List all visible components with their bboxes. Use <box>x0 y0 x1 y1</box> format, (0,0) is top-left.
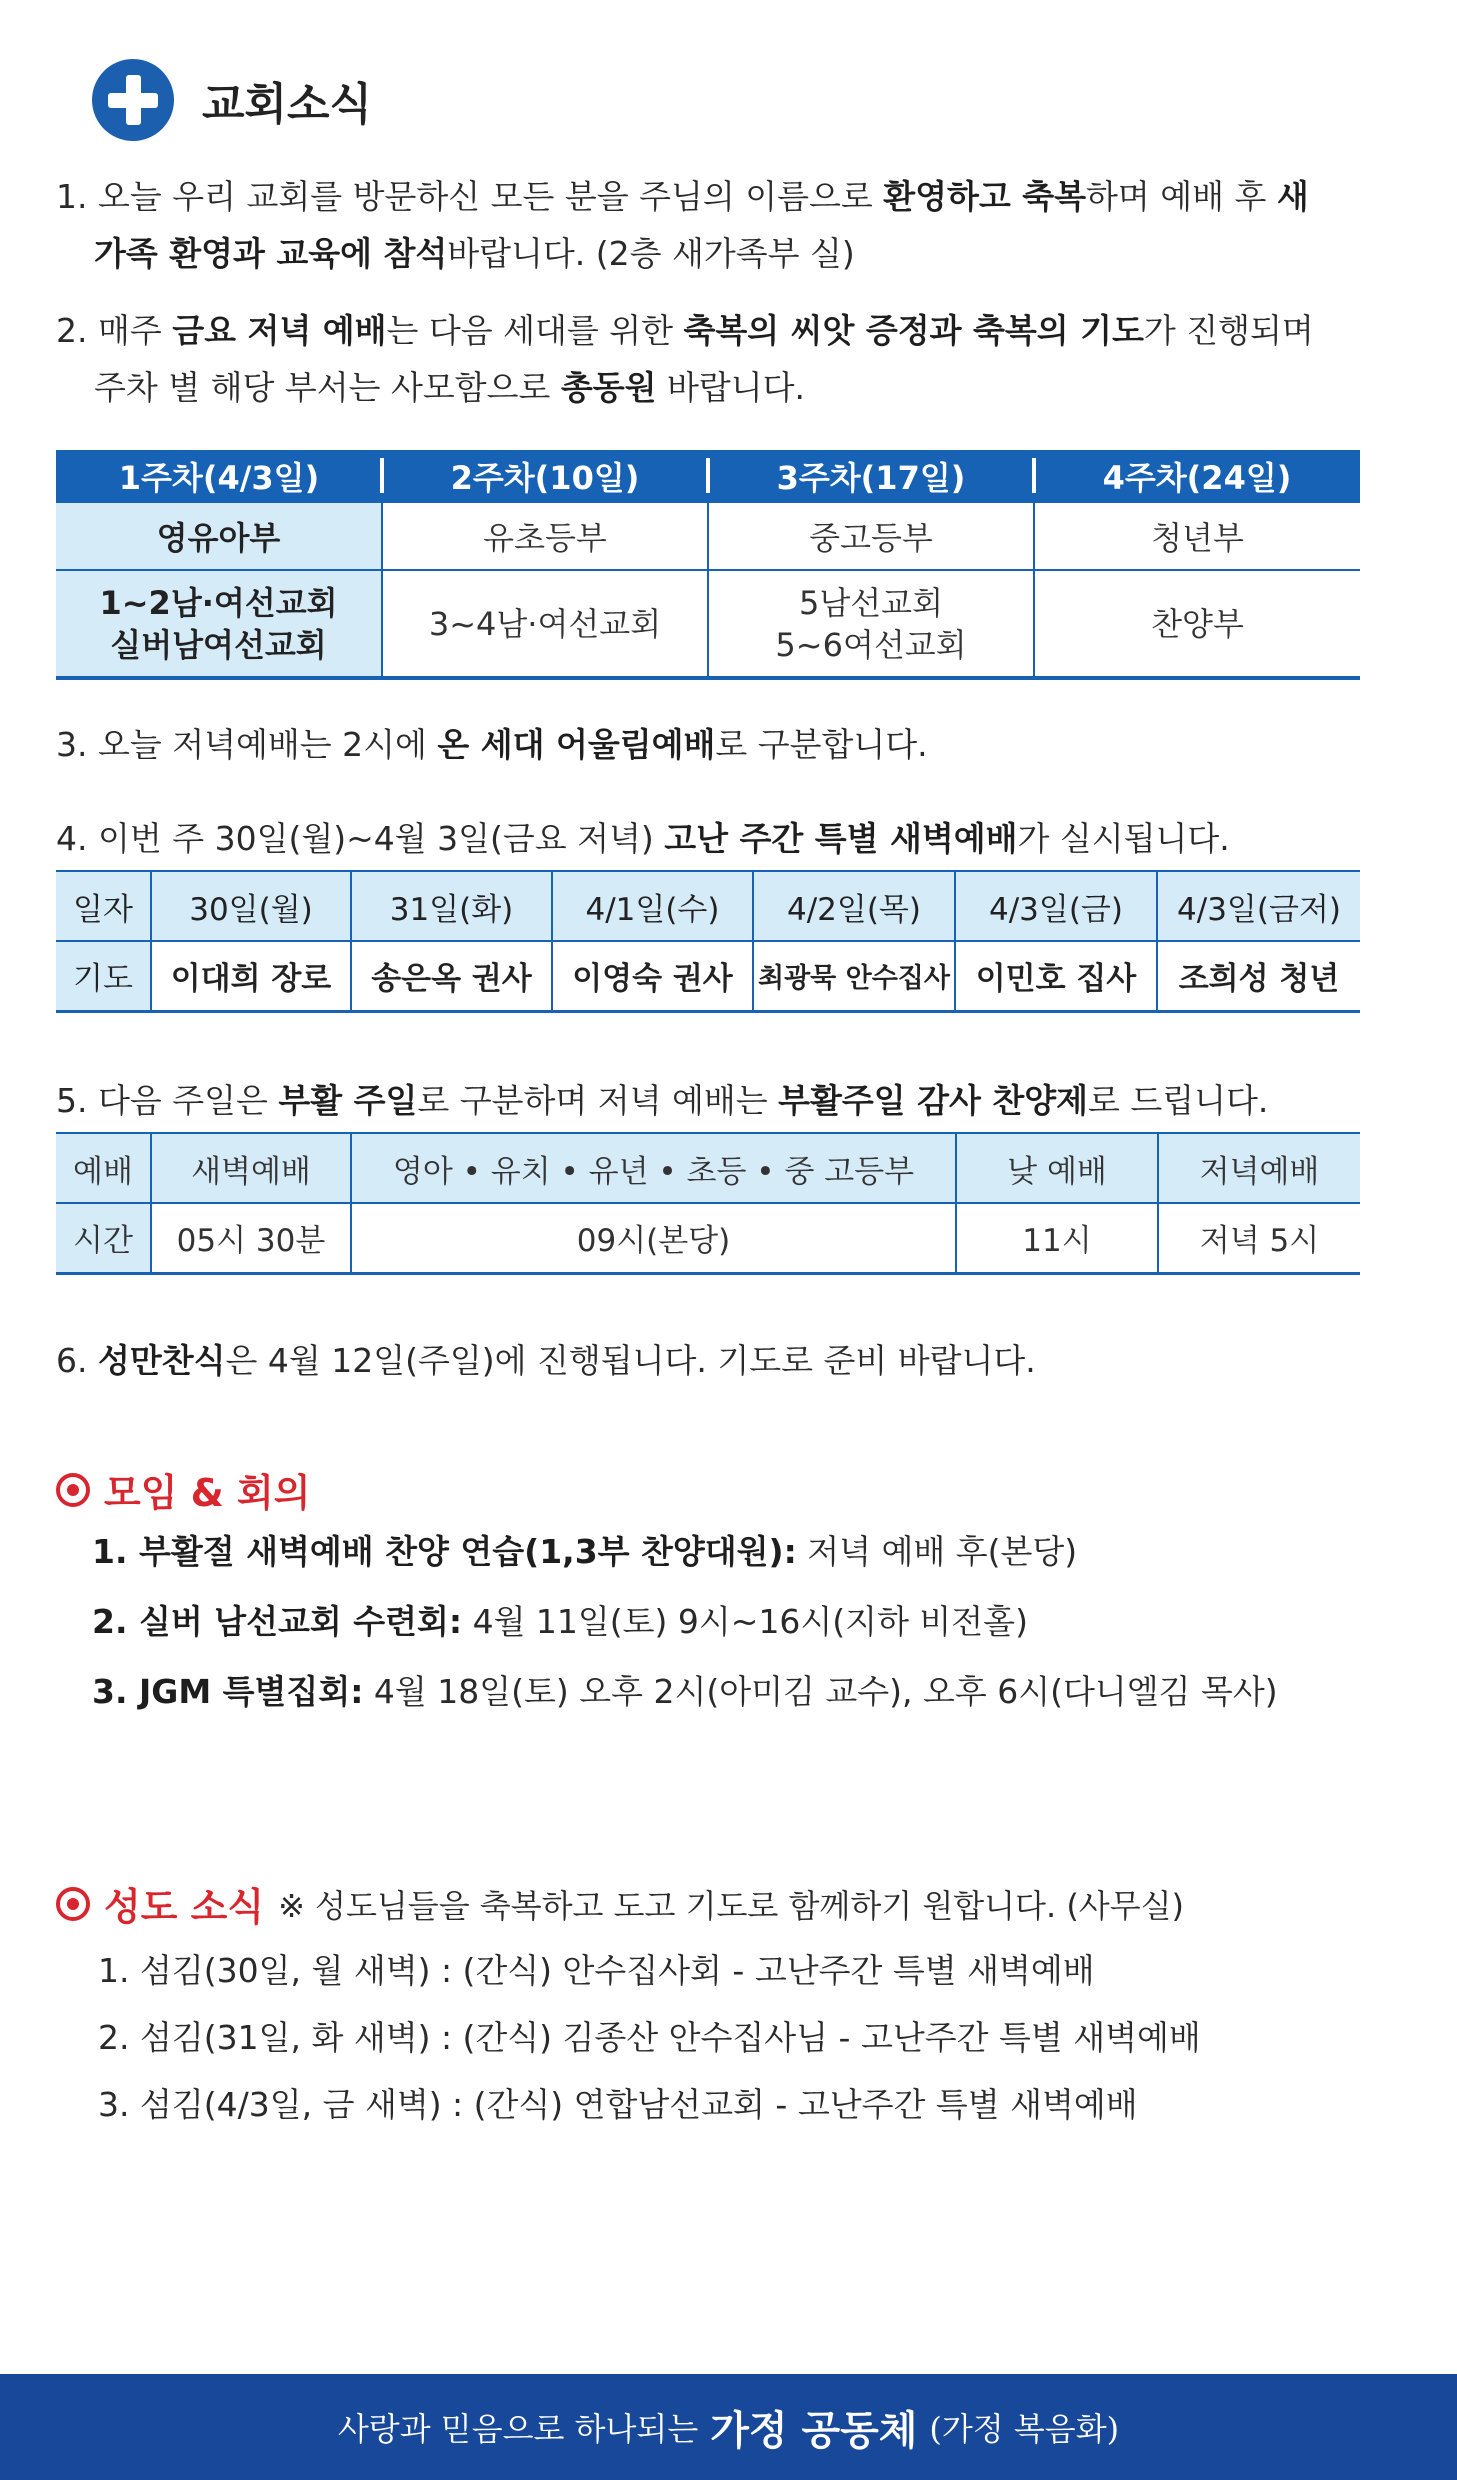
section-header <box>92 64 372 136</box>
member-news-item: 3. 섬김(4/3일, 금 새벽) : (간식) 연합남선교회 - 고난주간 특별 새벽예배 <box>98 2085 1138 2124</box>
dawn-prayer-table <box>56 870 1360 1013</box>
target-icon <box>56 1473 90 1507</box>
table-cell: 4/1일(수) <box>552 871 753 941</box>
table-cell: 4/3일(금저) <box>1157 871 1360 941</box>
week-header: 4주차(24일) <box>1034 450 1360 502</box>
members-note: ※ 성도님들을 축복하고 도고 기도로 함께하기 원합니다. (사무실) <box>278 1886 1185 1925</box>
table-cell: 최광묵 안수집사 <box>753 941 955 1011</box>
table-cell: 이영숙 권사 <box>552 941 753 1011</box>
member-news-item: 2. 섬김(31일, 화 새벽) : (간식) 김종산 안수집사님 - 고난주간 특별 새벽예배 <box>98 2018 1201 2057</box>
notice-1: 1. 오늘 우리 교회를 방문하신 모든 분을 주님의 이름으로 환영하고 축복하며 예배 후 새 가족 환영과 교육에 참석바랍니다. (2층 새가족부 실) <box>56 177 1309 273</box>
table-cell: 05시 30분 <box>151 1203 351 1273</box>
table-cell: 4/3일(금) <box>955 871 1157 941</box>
notice-5: 5. 다음 주일은 부활 주일로 구분하며 저녁 예배는 부활주일 감사 찬양제로 드립니다. <box>56 1081 1269 1120</box>
table-cell: 4/2일(목) <box>753 871 955 941</box>
table-cell: 새벽예배 <box>151 1133 351 1203</box>
table-cell: 예배 <box>56 1133 151 1203</box>
week-header: 1주차(4/3일) <box>56 450 382 502</box>
meeting-item: 3. JGM 특별집회: 4월 18일(토) 오후 2시(아미김 교수), 오후 6시(다니엘김 목사) <box>92 1672 1278 1711</box>
cross-icon <box>92 59 174 141</box>
table-cell: 저녁예배 <box>1158 1133 1360 1203</box>
table-cell: 31일(화) <box>351 871 552 941</box>
table-cell: 기도 <box>56 941 151 1011</box>
friday-schedule-table <box>56 450 1360 680</box>
table-cell: 낮 예배 <box>956 1133 1158 1203</box>
table-cell: 시간 <box>56 1203 151 1273</box>
footer-banner: 사랑과 믿음으로 하나되는 가정 공동체 (가정 복음화) <box>0 2374 1457 2480</box>
table-cell: 일자 <box>56 871 151 941</box>
target-icon <box>56 1887 90 1921</box>
members-title: 성도 소식 ※ 성도님들을 축복하고 도고 기도로 함께하기 원합니다. (사무실) <box>56 1876 1184 1931</box>
table-cell: 이민호 집사 <box>955 941 1157 1011</box>
week-header: 3주차(17일) <box>708 450 1034 502</box>
meeting-item: 1. 부활절 새벽예배 찬양 연습(1,3부 찬양대원): 저녁 예배 후(본당) <box>92 1532 1078 1571</box>
table-cell: 3~4남·여선교회 <box>382 570 708 678</box>
table-cell: 09시(본당) <box>351 1203 956 1273</box>
meeting-item: 2. 실버 남선교회 수련회: 4월 11일(토) 9시~16시(지하 비전홀) <box>92 1602 1028 1641</box>
notice-6: 6. 성만찬식은 4월 12일(주일)에 진행됩니다. 기도로 준비 바랍니다. <box>56 1341 1036 1380</box>
table-cell: 1~2남·여선교회 실버남여선교회 <box>56 570 382 678</box>
table-cell: 저녁 5시 <box>1158 1203 1360 1273</box>
table-cell: 영아 • 유치 • 유년 • 초등 • 중 고등부 <box>351 1133 956 1203</box>
table-cell: 11시 <box>956 1203 1158 1273</box>
table-cell: 중고등부 <box>708 502 1034 570</box>
table-cell: 유초등부 <box>382 502 708 570</box>
page-title: 교회소식 <box>202 79 373 130</box>
notice-3: 3. 오늘 저녁예배는 2시에 온 세대 어울림예배로 구분합니다. <box>56 725 928 764</box>
table-cell: 청년부 <box>1034 502 1360 570</box>
table-cell: 5남선교회 5~6여선교회 <box>708 570 1034 678</box>
table-cell: 이대희 장로 <box>151 941 351 1011</box>
table-cell: 영유아부 <box>56 502 382 570</box>
table-cell: 30일(월) <box>151 871 351 941</box>
table-cell: 찬양부 <box>1034 570 1360 678</box>
table-cell: 조희성 청년 <box>1157 941 1360 1011</box>
week-header: 2주차(10일) <box>382 450 708 502</box>
meetings-title: 모임 & 회의 <box>56 1462 310 1517</box>
member-news-item: 1. 섬김(30일, 월 새벽) : (간식) 안수집사회 - 고난주간 특별 새벽예배 <box>98 1951 1095 1990</box>
easter-service-table <box>56 1132 1360 1275</box>
notice-4: 4. 이번 주 30일(월)~4월 3일(금요 저녁) 고난 주간 특별 새벽예배가 실시됩니다. <box>56 819 1230 858</box>
table-cell: 송은옥 권사 <box>351 941 552 1011</box>
notice-2: 2. 매주 금요 저녁 예배는 다음 세대를 위한 축복의 씨앗 증정과 축복의 기도가 진행되며 주차 별 해당 부서는 사모함으로 총동원 바랍니다. <box>56 311 1314 407</box>
